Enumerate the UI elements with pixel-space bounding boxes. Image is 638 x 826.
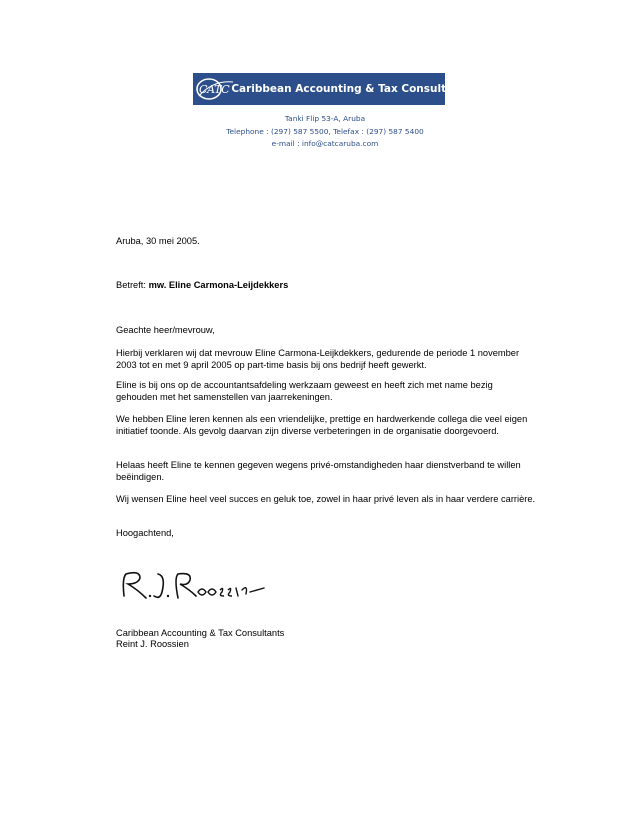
paragraph-1: Hierbij verklaren wij dat mevrouw Eline Carmona-Leijkdekkers, gedurende de periode 1 november 2003 tot en met 9 april 2005 op part-time basis bij ons bedrijf heeft gewerkt.	[116, 348, 520, 370]
logo-text: CATC	[199, 82, 230, 96]
sender-name: Reint J. Roossien	[116, 639, 189, 649]
letterhead-company-name: Caribbean Accounting & Tax Consultants N.V.	[231, 83, 500, 95]
letterhead-banner	[193, 73, 500, 105]
letterhead-address-block	[210, 113, 440, 151]
paragraph-4: Helaas heeft Eline te kennen gegeven wegens privé-omstandigheden haar dienstverband te willen beëindigen.	[116, 460, 521, 482]
paragraph-3: We hebben Eline leren kennen als een vriendelijke, prettige en hardwerkende collega die veel eigen initiatief toonde. Als gevolg daarvan zijn diverse verbeteringen in de organisatie doorgevoerd.	[116, 414, 528, 436]
letterhead-email: e-mail : info@catcaruba.com	[271, 139, 379, 148]
paragraph-5: Wij wensen Eline heel veel succes en geluk toe, zowel in haar privé leven als in haar verdere carrière.	[116, 494, 536, 504]
signature-image	[118, 566, 268, 606]
subject-line	[116, 280, 536, 292]
letterhead-phone: Telephone : (297) 587 5500, Telefax : (297) 587 5400	[226, 126, 424, 136]
closing: Hoogachtend,	[116, 528, 174, 538]
subject-value: mw. Eline Carmona-Leijdekkers	[148, 280, 289, 290]
date-line: Aruba, 30 mei 2005.	[116, 236, 200, 246]
company-logo	[193, 73, 229, 105]
salutation: Geachte heer/mevrouw,	[116, 325, 215, 335]
paragraph-2: Eline is bij ons op de accountantsafdeling werkzaam geweest en heeft zich met name bezig gehouden met het samenstellen van jaarrekeningen.	[116, 380, 493, 402]
subject-label: Betreft:	[116, 280, 146, 290]
letterhead-address: Tanki Flip 53-A, Aruba	[284, 114, 366, 123]
sender-company: Caribbean Accounting & Tax Consultants	[116, 628, 285, 638]
